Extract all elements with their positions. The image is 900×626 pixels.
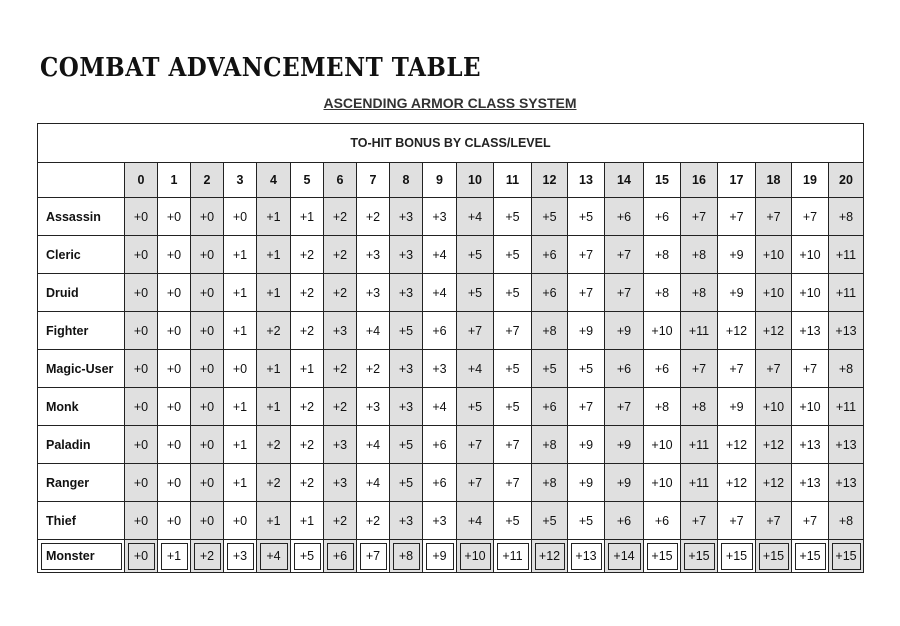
table-row — [38, 464, 864, 502]
bonus-cell: +7 — [568, 274, 605, 312]
bonus-cell: +6 — [423, 464, 457, 502]
bonus-cell: +7 — [681, 350, 718, 388]
bonus-cell: +1 — [257, 502, 291, 540]
monster-bonus-cell: +14 — [605, 540, 644, 573]
bonus-cell: +8 — [681, 236, 718, 274]
bonus-cell: +9 — [568, 464, 605, 502]
bonus-cell: +9 — [568, 426, 605, 464]
level-header-row — [38, 163, 864, 198]
bonus-cell: +2 — [324, 198, 357, 236]
bonus-cell: +1 — [291, 198, 324, 236]
table-row — [38, 198, 864, 236]
table-row — [38, 388, 864, 426]
level-header-cell: 1 — [158, 163, 191, 198]
monster-bonus-cell: +5 — [291, 540, 324, 573]
level-header-cell: 12 — [532, 163, 568, 198]
to-hit-table — [37, 123, 864, 573]
bonus-cell: +0 — [125, 502, 158, 540]
bonus-cell: +3 — [390, 236, 423, 274]
class-name-cell: Magic-User — [38, 350, 125, 388]
table-row — [38, 426, 864, 464]
bonus-cell: +3 — [357, 236, 390, 274]
bonus-cell: +0 — [224, 350, 257, 388]
bonus-cell: +3 — [357, 388, 390, 426]
bonus-cell: +9 — [718, 236, 756, 274]
monster-bonus-cell: +0 — [125, 540, 158, 573]
bonus-cell: +0 — [158, 236, 191, 274]
bonus-cell: +7 — [568, 236, 605, 274]
class-name-cell: Cleric — [38, 236, 125, 274]
bonus-cell: +12 — [756, 426, 792, 464]
bonus-cell: +2 — [291, 388, 324, 426]
bonus-cell: +3 — [423, 198, 457, 236]
bonus-cell: +0 — [125, 274, 158, 312]
bonus-cell: +12 — [718, 426, 756, 464]
bonus-cell: +7 — [605, 388, 644, 426]
monster-bonus-cell: +9 — [423, 540, 457, 573]
bonus-cell: +7 — [792, 198, 829, 236]
bonus-cell: +0 — [125, 388, 158, 426]
bonus-cell: +0 — [224, 198, 257, 236]
page-subtitle: ASCENDING ARMOR CLASS SYSTEM — [323, 95, 577, 111]
bonus-cell: +11 — [829, 274, 864, 312]
bonus-cell: +9 — [568, 312, 605, 350]
level-header-cell: 18 — [756, 163, 792, 198]
level-header-cell: 6 — [324, 163, 357, 198]
bonus-cell: +6 — [644, 502, 681, 540]
bonus-cell: +0 — [158, 502, 191, 540]
bonus-cell: +10 — [644, 312, 681, 350]
bonus-cell: +4 — [423, 388, 457, 426]
monster-bonus-cell: +15 — [681, 540, 718, 573]
bonus-cell: +1 — [224, 236, 257, 274]
bonus-cell: +4 — [457, 198, 494, 236]
bonus-cell: +11 — [829, 236, 864, 274]
bonus-cell: +7 — [681, 198, 718, 236]
bonus-cell: +11 — [681, 464, 718, 502]
bonus-cell: +7 — [792, 350, 829, 388]
level-header-cell: 7 — [357, 163, 390, 198]
bonus-cell: +8 — [532, 312, 568, 350]
bonus-cell: +4 — [423, 236, 457, 274]
bonus-cell: +9 — [605, 312, 644, 350]
bonus-cell: +6 — [644, 198, 681, 236]
bonus-cell: +1 — [224, 464, 257, 502]
bonus-cell: +0 — [191, 350, 224, 388]
page-title: COMBAT ADVANCEMENT TABLE — [40, 52, 482, 84]
bonus-cell: +9 — [718, 388, 756, 426]
bonus-cell: +5 — [457, 274, 494, 312]
bonus-cell: +4 — [457, 350, 494, 388]
bonus-cell: +13 — [829, 426, 864, 464]
bonus-cell: +2 — [357, 350, 390, 388]
monster-bonus-cell: +13 — [568, 540, 605, 573]
bonus-cell: +7 — [494, 464, 532, 502]
class-name-cell: Thief — [38, 502, 125, 540]
monster-bonus-cell: +15 — [792, 540, 829, 573]
bonus-cell: +0 — [191, 426, 224, 464]
monster-bonus-cell: +11 — [494, 540, 532, 573]
bonus-cell: +7 — [605, 274, 644, 312]
bonus-cell: +3 — [324, 464, 357, 502]
bonus-cell: +3 — [324, 426, 357, 464]
class-name-cell: Assassin — [38, 198, 125, 236]
bonus-cell: +6 — [532, 236, 568, 274]
monster-bonus-cell: +10 — [457, 540, 494, 573]
bonus-cell: +2 — [324, 274, 357, 312]
level-header-cell: 17 — [718, 163, 756, 198]
monster-bonus-cell: +15 — [756, 540, 792, 573]
bonus-cell: +10 — [792, 274, 829, 312]
bonus-cell: +2 — [257, 312, 291, 350]
monster-bonus-cell: +15 — [718, 540, 756, 573]
bonus-cell: +2 — [357, 198, 390, 236]
bonus-cell: +8 — [829, 350, 864, 388]
class-name-cell: Monk — [38, 388, 125, 426]
bonus-cell: +2 — [257, 426, 291, 464]
bonus-cell: +9 — [605, 464, 644, 502]
table-row — [38, 274, 864, 312]
bonus-cell: +8 — [829, 502, 864, 540]
monster-bonus-cell: +15 — [644, 540, 681, 573]
level-header-cell: 11 — [494, 163, 532, 198]
bonus-cell: +10 — [756, 388, 792, 426]
monster-bonus-cell: +3 — [224, 540, 257, 573]
bonus-cell: +2 — [291, 464, 324, 502]
bonus-cell: +8 — [644, 388, 681, 426]
bonus-cell: +4 — [357, 312, 390, 350]
bonus-cell: +5 — [532, 198, 568, 236]
bonus-cell: +0 — [191, 236, 224, 274]
class-name-cell: Paladin — [38, 426, 125, 464]
bonus-cell: +5 — [494, 236, 532, 274]
monster-bonus-cell: +12 — [532, 540, 568, 573]
bonus-cell: +1 — [257, 350, 291, 388]
bonus-cell: +12 — [756, 312, 792, 350]
bonus-cell: +2 — [291, 274, 324, 312]
bonus-cell: +0 — [158, 426, 191, 464]
bonus-cell: +7 — [756, 502, 792, 540]
bonus-cell: +3 — [357, 274, 390, 312]
bonus-cell: +2 — [291, 236, 324, 274]
bonus-cell: +0 — [158, 388, 191, 426]
bonus-cell: +1 — [224, 312, 257, 350]
level-header-cell: 2 — [191, 163, 224, 198]
level-header-cell: 14 — [605, 163, 644, 198]
bonus-cell: +4 — [357, 426, 390, 464]
table-row — [38, 312, 864, 350]
bonus-cell: +3 — [390, 502, 423, 540]
class-name-cell: Ranger — [38, 464, 125, 502]
bonus-cell: +6 — [605, 502, 644, 540]
bonus-cell: +0 — [191, 388, 224, 426]
table-row — [38, 236, 864, 274]
bonus-cell: +12 — [756, 464, 792, 502]
bonus-cell: +5 — [390, 464, 423, 502]
bonus-cell: +2 — [324, 502, 357, 540]
bonus-cell: +8 — [532, 426, 568, 464]
bonus-cell: +5 — [532, 350, 568, 388]
bonus-cell: +0 — [125, 426, 158, 464]
bonus-cell: +5 — [494, 502, 532, 540]
bonus-cell: +1 — [257, 236, 291, 274]
bonus-cell: +5 — [494, 350, 532, 388]
bonus-cell: +4 — [357, 464, 390, 502]
bonus-cell: +10 — [792, 388, 829, 426]
bonus-cell: +8 — [644, 236, 681, 274]
monster-bonus-cell: +4 — [257, 540, 291, 573]
bonus-cell: +5 — [390, 312, 423, 350]
bonus-cell: +5 — [390, 426, 423, 464]
bonus-cell: +1 — [257, 198, 291, 236]
bonus-cell: +4 — [423, 274, 457, 312]
table-row — [38, 502, 864, 540]
bonus-cell: +6 — [605, 198, 644, 236]
bonus-cell: +13 — [829, 464, 864, 502]
bonus-cell: +5 — [568, 198, 605, 236]
bonus-cell: +9 — [718, 274, 756, 312]
bonus-cell: +7 — [792, 502, 829, 540]
bonus-cell: +1 — [224, 388, 257, 426]
bonus-cell: +0 — [125, 464, 158, 502]
bonus-cell: +0 — [125, 312, 158, 350]
bonus-cell: +0 — [158, 312, 191, 350]
bonus-cell: +0 — [125, 350, 158, 388]
bonus-cell: +1 — [291, 350, 324, 388]
level-header-cell: 20 — [829, 163, 864, 198]
bonus-cell: +7 — [605, 236, 644, 274]
bonus-cell: +7 — [457, 426, 494, 464]
monster-bonus-cell: +1 — [158, 540, 191, 573]
bonus-cell: +6 — [423, 426, 457, 464]
level-header-cell: 9 — [423, 163, 457, 198]
bonus-cell: +5 — [568, 350, 605, 388]
bonus-cell: +2 — [257, 464, 291, 502]
bonus-cell: +3 — [390, 388, 423, 426]
class-name-cell: Fighter — [38, 312, 125, 350]
bonus-cell: +10 — [756, 274, 792, 312]
monster-row — [38, 540, 864, 573]
bonus-cell: +7 — [756, 198, 792, 236]
bonus-cell: +5 — [568, 502, 605, 540]
monster-bonus-cell: +2 — [191, 540, 224, 573]
bonus-cell: +10 — [644, 426, 681, 464]
bonus-cell: +9 — [605, 426, 644, 464]
corner-cell — [38, 163, 125, 198]
bonus-cell: +12 — [718, 464, 756, 502]
level-header-cell: 0 — [125, 163, 158, 198]
bonus-cell: +3 — [423, 350, 457, 388]
bonus-cell: +0 — [191, 502, 224, 540]
bonus-cell: +5 — [457, 236, 494, 274]
bonus-cell: +6 — [644, 350, 681, 388]
bonus-cell: +0 — [158, 198, 191, 236]
bonus-cell: +3 — [390, 350, 423, 388]
bonus-cell: +6 — [532, 388, 568, 426]
bonus-cell: +10 — [756, 236, 792, 274]
bonus-cell: +0 — [158, 274, 191, 312]
bonus-cell: +7 — [494, 312, 532, 350]
bonus-cell: +8 — [681, 388, 718, 426]
bonus-cell: +0 — [158, 464, 191, 502]
level-header-cell: 15 — [644, 163, 681, 198]
level-header-cell: 5 — [291, 163, 324, 198]
bonus-cell: +2 — [324, 350, 357, 388]
bonus-cell: +5 — [494, 198, 532, 236]
bonus-cell: +8 — [532, 464, 568, 502]
bonus-cell: +0 — [125, 236, 158, 274]
bonus-cell: +13 — [829, 312, 864, 350]
bonus-cell: +5 — [494, 274, 532, 312]
bonus-cell: +4 — [457, 502, 494, 540]
bonus-cell: +1 — [224, 426, 257, 464]
bonus-cell: +6 — [605, 350, 644, 388]
bonus-cell: +8 — [829, 198, 864, 236]
monster-name-cell: Monster — [38, 540, 125, 573]
bonus-cell: +7 — [681, 502, 718, 540]
class-name-cell: Druid — [38, 274, 125, 312]
bonus-cell: +3 — [390, 198, 423, 236]
bonus-cell: +1 — [224, 274, 257, 312]
bonus-cell: +7 — [457, 312, 494, 350]
bonus-cell: +7 — [718, 198, 756, 236]
bonus-cell: +11 — [681, 312, 718, 350]
bonus-cell: +7 — [494, 426, 532, 464]
level-header-cell: 19 — [792, 163, 829, 198]
monster-bonus-cell: +15 — [829, 540, 864, 573]
bonus-cell: +0 — [158, 350, 191, 388]
bonus-cell: +11 — [681, 426, 718, 464]
bonus-cell: +7 — [568, 388, 605, 426]
monster-bonus-cell: +8 — [390, 540, 423, 573]
bonus-cell: +1 — [257, 388, 291, 426]
bonus-cell: +11 — [829, 388, 864, 426]
bonus-cell: +0 — [224, 502, 257, 540]
monster-bonus-cell: +7 — [357, 540, 390, 573]
level-header-cell: 4 — [257, 163, 291, 198]
bonus-cell: +2 — [291, 312, 324, 350]
bonus-cell: +5 — [532, 502, 568, 540]
bonus-cell: +5 — [457, 388, 494, 426]
bonus-cell: +5 — [494, 388, 532, 426]
bonus-cell: +7 — [756, 350, 792, 388]
level-header-cell: 8 — [390, 163, 423, 198]
bonus-cell: +3 — [423, 502, 457, 540]
bonus-cell: +10 — [644, 464, 681, 502]
table-header: TO-HIT BONUS BY CLASS/LEVEL — [38, 124, 864, 163]
level-header-cell: 16 — [681, 163, 718, 198]
bonus-cell: +6 — [532, 274, 568, 312]
bonus-cell: +0 — [191, 274, 224, 312]
bonus-cell: +0 — [191, 312, 224, 350]
bonus-cell: +0 — [125, 198, 158, 236]
bonus-cell: +3 — [390, 274, 423, 312]
bonus-cell: +1 — [257, 274, 291, 312]
bonus-cell: +13 — [792, 426, 829, 464]
level-header-cell: 3 — [224, 163, 257, 198]
bonus-cell: +2 — [357, 502, 390, 540]
monster-bonus-cell: +6 — [324, 540, 357, 573]
bonus-cell: +0 — [191, 464, 224, 502]
bonus-cell: +8 — [681, 274, 718, 312]
bonus-cell: +7 — [718, 502, 756, 540]
bonus-cell: +12 — [718, 312, 756, 350]
bonus-cell: +0 — [191, 198, 224, 236]
bonus-cell: +13 — [792, 464, 829, 502]
bonus-cell: +2 — [291, 426, 324, 464]
table-row — [38, 350, 864, 388]
level-header-cell: 13 — [568, 163, 605, 198]
bonus-cell: +10 — [792, 236, 829, 274]
bonus-cell: +2 — [324, 388, 357, 426]
bonus-cell: +2 — [324, 236, 357, 274]
bonus-cell: +1 — [291, 502, 324, 540]
bonus-cell: +3 — [324, 312, 357, 350]
bonus-cell: +8 — [644, 274, 681, 312]
bonus-cell: +7 — [457, 464, 494, 502]
level-header-cell: 10 — [457, 163, 494, 198]
bonus-cell: +6 — [423, 312, 457, 350]
bonus-cell: +13 — [792, 312, 829, 350]
bonus-cell: +7 — [718, 350, 756, 388]
